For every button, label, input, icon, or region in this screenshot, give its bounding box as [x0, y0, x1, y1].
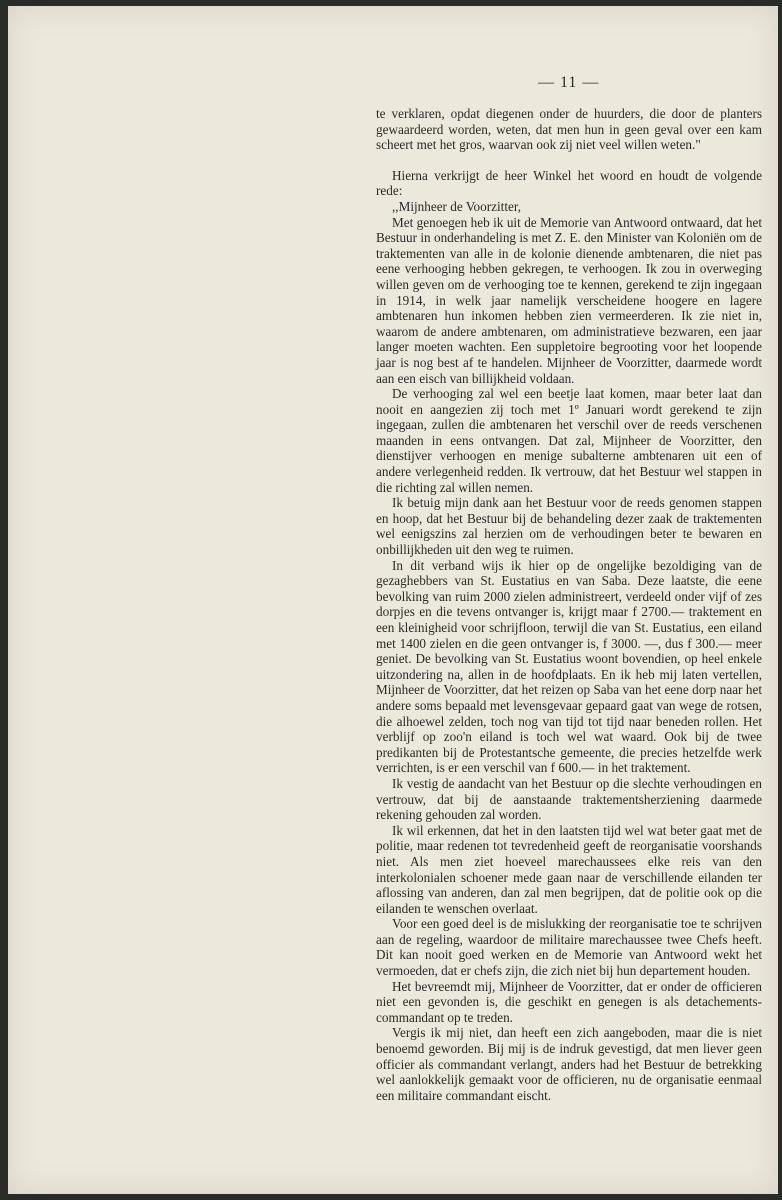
paragraph-11: Het bevreemdt mij, Mijnheer de Voorzitter, dat er onder de officieren niet een gevonden is, die geschikt en genegen is als detachements-commandant op te treden. [376, 978, 762, 1025]
paragraph-7: In dit verband wijs ik hier op de ongelijke bezoldiging van de gezaghebbers van St. Eustatius en van Saba. Deze laatste, die eene bevolking van ruim 2000 zielen administreert, verdeeld onder vijf of zes dorpjes en die tevens ontvanger is, krijgt maar f 2700.— traktement en een kleinigheid voor schrijfloon, terwijl die van St. Eustatius, een eiland met 1400 zielen en die geen ontvanger is, f 3000. —, dus f 300.— meer geniet. De bevolking van St. Eustatius woont bovendien, op heel enkele uitzondering na, allen in de hoofdplaats. En ik heb mij laten vertellen, Mijnheer de Voorzitter, dat het reizen op Saba van het eene dorp naar het andere soms bepaald met levensgevaar gepaard gaat van wege de rotsen, die alhoewel zelden, toch nog van tijd tot tijd naar beneden rollen. Het verblijf op zoo'n eiland is toch wel wat waard. Ook bij de twee predikanten bij de Protestantsche gemeente, die precies hetzelfde werk verrichten, is er een verschil van f 600.— in het traktement. [376, 557, 762, 776]
paragraph-12: Vergis ik mij niet, dan heeft een zich aangeboden, maar die is niet benoemd geworden. Bij mij is de indruk gevestigd, dat men liever geen officier als commandant verlangt, anders had het Bestuur de betrekking wel aanlokkelijk gemaakt voor de officieren, nu de organisatie eenmaal een militaire commandant eischt. [376, 1025, 762, 1103]
paragraph-8: Ik vestig de aandacht van het Bestuur op die slechte verhoudingen en vertrouw, dat bij de aanstaande traktementsherziening daarmede rekening gehouden zal worden. [376, 775, 762, 823]
paragraph-10: Voor een goed deel is de mislukking der reorganisatie toe te schrijven aan de regeling, waardoor de militaire marechaussee twee Chefs heeft. Dit kan nooit goed werken en de Memorie van Antwoord wekt het vermoeden, dat er chefs zijn, die zich niet bij hun departement houden. [376, 916, 762, 979]
paragraph-6: Ik betuig mijn dank aan het Bestuur voor de reeds genomen stappen en hoop, dat het Bestuur bij de behandeling dezer zaak de traktementen wel eenigszins zal herzien om de verhoudingen beter te bewaren en onbillijkheden uit den weg te ruimen. [376, 495, 762, 558]
text-column [376, 106, 762, 1103]
paragraph-5: De verhooging zal wel een beetje laat komen, maar beter laat dan nooit en aangezien zij toch met 1º Januari wordt gerekend te zijn ingegaan, zullen die ambtenaren het verschil over de reeds verschenen maanden in eens ontvangen. Dat zal, Mijnheer de Voorzitter, den dienstijver verhoogen en menige subalterne ambtenaren uit een of andere verlegenheid redden. Ik vertrouw, dat het Bestuur wel stappen in die richting zal willen nemen. [376, 386, 762, 495]
paragraph-1: te verklaren, opdat diegenen onder de huurders, die door de planters gewaardeerd worden, weten, dat men hun in geen geval over een kam scheert met het gros, waarvan ook zij niet veel willen weten." [376, 106, 762, 153]
page-number: — 11 — [538, 74, 600, 91]
paragraph-9: Ik wil erkennen, dat het in den laatsten tijd wel wat beter gaat met de politie, maar redenen tot tevredenheid geeft de reorganisatie voorshands niet. Als men ziet hoeveel marechaussees elke reis van den interkolonialen schoener mede gaan naar de verschillende eilanden ter aflossing van anderen, dan zal men begrijpen, dat de politie ook op die eilanden te wenschen overlaat. [376, 822, 762, 916]
paragraph-3: ,,Mijnheer de Voorzitter, [392, 198, 521, 214]
paragraph-2: Hierna verkrijgt de heer Winkel het woord en houdt de volgende rede: [376, 167, 762, 199]
paragraph-4: Met genoegen heb ik uit de Memorie van Antwoord ontwaard, dat het Bestuur in onderhandeling is met Z. E. den Minister van Koloniën om de traktementen van alle in de kolonie dienende ambtenaren, die niet pas eene verhooging hebben gekregen, te verhoogen. Ik zou in overweging willen geven om de verhooging toe te kennen, gerekend te zijn ingegaan in 1914, in welk jaar namelijk verscheidene hoogere en lagere ambtenaren hun inkomen hebben zien vermeerderen. Ik zie niet in, waarom de andere ambtenaren, om administratieve bezwaren, een jaar langer moeten wachten. Een suppletoire begrooting voor het loopende jaar is nog best af te handelen. Mijnheer de Voorzitter, daarmede wordt aan een eisch van billijkheid voldaan. [376, 214, 762, 386]
document-page [8, 6, 778, 1194]
